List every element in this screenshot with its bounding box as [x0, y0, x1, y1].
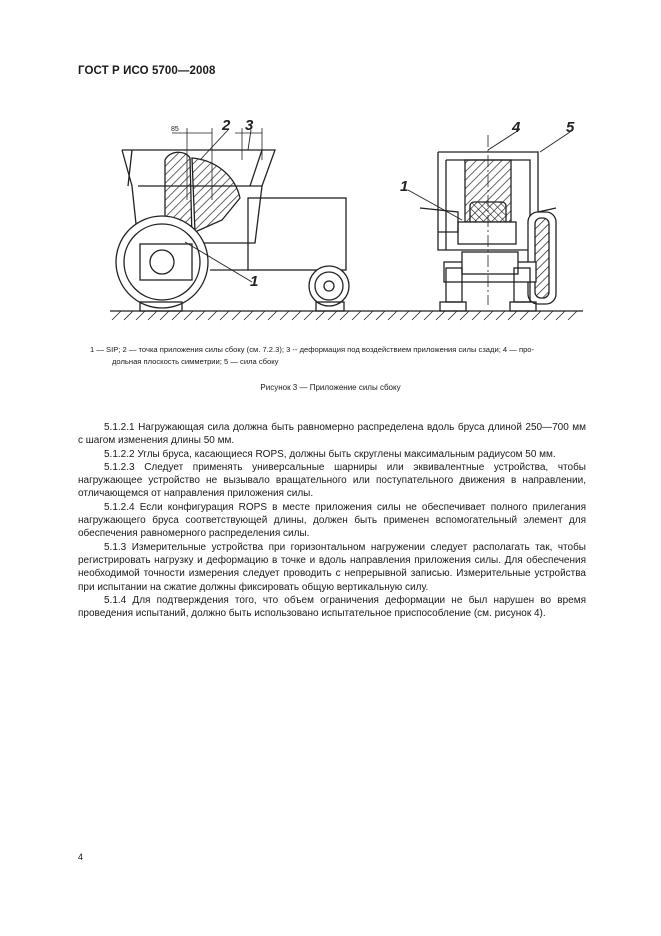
figure-label-4: 4: [512, 119, 521, 136]
paragraph-5-1-2-3: 5.1.2.3 Следует применять универсальные шарниры или эквивалентные устройства, чтобы нагружающее устройство не вызывало вращательного или поступательного движения в направлении, отличающемся от направления приложения силы.: [78, 461, 586, 500]
paragraph-5-1-2-1: 5.1.2.1 Нагружающая сила должна быть равномерно распределена вдоль бруса длиной 250—700 мм с шагом изменения длины 50 мм.: [78, 422, 586, 447]
figure-dimension: 85: [171, 126, 179, 133]
body-text: [78, 421, 586, 620]
tractor-rear-view: [408, 130, 570, 311]
figure-label-5: 5: [566, 119, 575, 136]
figure-caption: [90, 344, 610, 368]
figure-label-1-right: 1: [400, 178, 409, 195]
paragraph-5-1-4: 5.1.4 Для подтверждения того, что объем ограничения деформации не был нарушен во время проведения испытаний, должно быть использовано испытательное приспособление (см. рисунок 4).: [78, 594, 586, 620]
page-number: 4: [78, 852, 84, 862]
paragraph-5-1-2-2: 5.1.2.2 Углы бруса, касающиеся ROPS, должны быть скруглены максимальным радиусом 50 мм.: [104, 448, 556, 460]
figure-label-1-left: 1: [250, 273, 259, 290]
paragraph-5-1-3: 5.1.3 Измерительные устройства при горизонтальном нагружении следует располагать так, чтобы регистрировать нагрузку и деформацию в точке и вдоль направления приложения силы. Для обеспечения необходимой точности измерения следует проводить с непрерывной записью. Измерительные устройства при испытании на сжатие должны фиксировать общую вертикальную силу.: [78, 541, 586, 593]
tractor-side-view: [116, 128, 349, 311]
document-header: ГОСТ Р ИСО 5700—2008: [78, 65, 216, 77]
caption-line-2: дольная плоскость симметрии; 5 — сила сбоку: [112, 357, 279, 366]
figure-label-2: 2: [222, 117, 231, 134]
caption-line-1: 1 — SIP; 2 — точка приложения силы сбоку (см. 7.2.3); 3 -- деформация под воздействием приложения силы сзади; 4 — про-: [90, 345, 535, 354]
paragraph-5-1-2-4: 5.1.2.4 Если конфигурация ROPS в месте приложения силы не обеспечивает полного прилегания нагружающего бруса соответствующей длины, должен быть применен вспомогательный элемент для обеспечения равномерного распределения силы.: [78, 501, 586, 540]
figure-label-3: 3: [245, 117, 254, 134]
figure-title: Рисунок 3 — Приложение силы сбоку: [260, 383, 401, 392]
ground-line: [110, 311, 583, 320]
figure-3-drawing: [0, 0, 661, 340]
